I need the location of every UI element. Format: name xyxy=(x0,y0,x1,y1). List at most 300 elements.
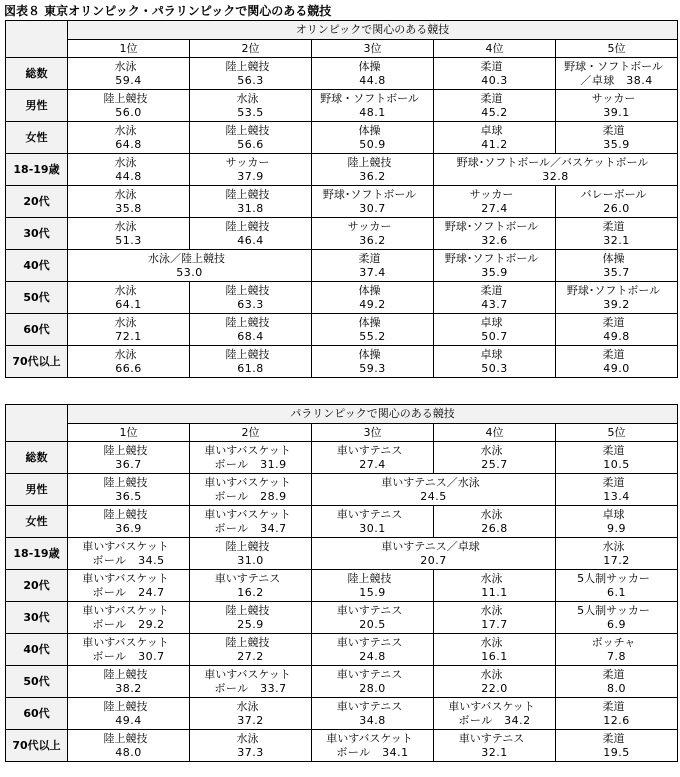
rank-header: 2位 xyxy=(190,40,312,58)
row-label: 60代 xyxy=(6,698,68,730)
table-cell xyxy=(190,666,312,698)
sport-name: 柔道 xyxy=(480,59,503,73)
table-cell xyxy=(434,346,556,378)
row-label: 男性 xyxy=(6,90,68,122)
percent-value: 35.7 xyxy=(603,265,630,279)
rank-header: 3位 xyxy=(312,40,434,58)
table-cell xyxy=(312,314,434,346)
row-label: 18-19歳 xyxy=(6,154,68,186)
percent-value: ボール 34.2 xyxy=(458,713,531,727)
table-cell xyxy=(190,58,312,90)
table-cell xyxy=(556,570,678,602)
percent-value: 38.2 xyxy=(115,681,142,695)
sport-name: 5人制サッカー xyxy=(577,603,650,617)
table-row xyxy=(6,282,678,314)
percent-value: 39.2 xyxy=(603,297,630,311)
percent-value: 36.7 xyxy=(115,457,142,471)
percent-value: 37.9 xyxy=(237,169,264,183)
sport-name: 水泳 xyxy=(114,187,137,201)
percent-value: 6.9 xyxy=(607,617,626,631)
table-row xyxy=(6,314,678,346)
percent-value: 25.9 xyxy=(237,617,264,631)
sport-name: 体操 xyxy=(358,315,381,329)
percent-value: 31.8 xyxy=(237,201,264,215)
table-cell xyxy=(68,122,190,154)
rank-header: 1位 xyxy=(68,40,190,58)
table-cell xyxy=(312,346,434,378)
table-row xyxy=(6,218,678,250)
table-cell xyxy=(556,122,678,154)
table-cell xyxy=(434,314,556,346)
table-cell xyxy=(68,282,190,314)
page-title: 図表８ 東京オリンピック・パラリンピックで関心のある競技 xyxy=(4,4,332,18)
percent-value: 56.0 xyxy=(115,105,142,119)
table-cell xyxy=(556,250,678,282)
table-row xyxy=(6,666,678,698)
sport-name: 水泳 xyxy=(236,91,259,105)
table-cell xyxy=(190,698,312,730)
table-cell xyxy=(190,474,312,506)
table-cell xyxy=(190,218,312,250)
percent-value: 50.7 xyxy=(481,329,508,343)
percent-value: 20.7 xyxy=(420,553,447,567)
sport-name: 車いすテニス／水泳 xyxy=(381,475,480,489)
sport-name: 柔道 xyxy=(602,123,625,137)
sport-name: 陸上競技 xyxy=(347,155,392,169)
percent-value: 31.0 xyxy=(237,553,264,567)
percent-value: ボール 34.1 xyxy=(336,745,409,759)
table-cell xyxy=(68,538,190,570)
table-cell xyxy=(312,90,434,122)
table-cell xyxy=(312,666,434,698)
sport-name: 車いすテニス xyxy=(336,699,403,713)
row-label: 総数 xyxy=(6,58,68,90)
percent-value: ボール 29.2 xyxy=(92,617,165,631)
percent-value: 19.5 xyxy=(603,745,630,759)
sport-name: 陸上競技 xyxy=(225,59,270,73)
sport-name: 水泳 xyxy=(114,347,137,361)
sport-name: 水泳 xyxy=(480,667,503,681)
sport-name: 体操 xyxy=(358,283,381,297)
percent-value: 61.8 xyxy=(237,361,264,375)
percent-value: 35.8 xyxy=(115,201,142,215)
percent-value: 59.3 xyxy=(359,361,386,375)
sport-name: 柔道 xyxy=(480,283,503,297)
sport-name: 陸上競技 xyxy=(225,123,270,137)
sport-name: 車いすテニス xyxy=(336,667,403,681)
table-row xyxy=(6,58,678,90)
table-row xyxy=(6,474,678,506)
table-corner xyxy=(6,405,68,442)
table-cell xyxy=(190,730,312,762)
sport-name: ボッチャ xyxy=(591,635,636,649)
table-cell xyxy=(434,442,556,474)
rank-header-row xyxy=(6,424,678,442)
sport-name: 陸上競技 xyxy=(225,283,270,297)
table-cell xyxy=(556,698,678,730)
percent-value: 11.1 xyxy=(481,585,508,599)
sport-name: 車いすテニス xyxy=(336,635,403,649)
rank-header: 4位 xyxy=(434,40,556,58)
percent-value: 68.4 xyxy=(237,329,264,343)
table-corner xyxy=(6,21,68,58)
table-cell xyxy=(68,250,312,282)
sport-name: 陸上競技 xyxy=(103,731,148,745)
sport-name: 陸上競技 xyxy=(225,187,270,201)
table-cell xyxy=(190,314,312,346)
sport-name: 車いすバスケット xyxy=(204,443,291,457)
sport-name: 体操 xyxy=(358,59,381,73)
percent-value: 30.7 xyxy=(359,201,386,215)
table-cell xyxy=(556,314,678,346)
table-cell xyxy=(434,154,678,186)
table-cell xyxy=(434,506,556,538)
row-label: 70代以上 xyxy=(6,730,68,762)
table-cell xyxy=(556,506,678,538)
percent-value: 12.6 xyxy=(603,713,630,727)
sport-name: 水泳 xyxy=(480,571,503,585)
percent-value: 27.4 xyxy=(359,457,386,471)
sport-name: 車いすバスケット xyxy=(82,539,169,553)
percent-value: 49.0 xyxy=(603,361,630,375)
sport-name: 野球･ソフトボール xyxy=(444,251,539,265)
row-label: 18-19歳 xyxy=(6,538,68,570)
table-row xyxy=(6,90,678,122)
table-cell xyxy=(434,250,556,282)
sport-name: 水泳 xyxy=(114,59,137,73)
sport-name: 5人制サッカー xyxy=(577,571,650,585)
percent-value: 15.9 xyxy=(359,585,386,599)
table-cell xyxy=(190,122,312,154)
percent-value: 8.0 xyxy=(607,681,626,695)
table-cell xyxy=(434,58,556,90)
percent-value: 9.9 xyxy=(607,521,626,535)
table-cell xyxy=(434,282,556,314)
table-cell xyxy=(68,154,190,186)
row-label: 60代 xyxy=(6,314,68,346)
table-cell xyxy=(68,58,190,90)
sport-name: 陸上競技 xyxy=(103,443,148,457)
table-cell xyxy=(556,346,678,378)
sport-name: 野球･ソフトボール xyxy=(444,219,539,233)
olympics-table xyxy=(5,20,678,378)
table-cell xyxy=(434,122,556,154)
percent-value: ボール 30.7 xyxy=(92,649,165,663)
sport-name: 柔道 xyxy=(602,731,625,745)
table-row xyxy=(6,602,678,634)
table-cell xyxy=(434,186,556,218)
percent-value: 63.3 xyxy=(237,297,264,311)
rank-header-row xyxy=(6,40,678,58)
sport-name: 車いすバスケット xyxy=(82,603,169,617)
sport-name: 陸上競技 xyxy=(103,507,148,521)
rank-header: 5位 xyxy=(556,424,678,442)
percent-value: 30.1 xyxy=(359,521,386,535)
table-cell xyxy=(68,698,190,730)
sport-name: 陸上競技 xyxy=(103,699,148,713)
percent-value: 51.3 xyxy=(115,233,142,247)
sport-name: 車いすバスケット xyxy=(204,507,291,521)
sport-name: 柔道 xyxy=(602,315,625,329)
sport-name: 陸上競技 xyxy=(103,667,148,681)
sport-name: サッカー xyxy=(225,155,270,169)
sport-name: 卓球 xyxy=(602,507,625,521)
percent-value: 48.1 xyxy=(359,105,386,119)
table-cell xyxy=(434,666,556,698)
sport-name: 野球・ソフトボール xyxy=(320,91,419,105)
percent-value: 64.8 xyxy=(115,137,142,151)
table-cell xyxy=(312,122,434,154)
table-cell xyxy=(556,634,678,666)
table-cell xyxy=(556,90,678,122)
percent-value: ボール 33.7 xyxy=(214,681,287,695)
table-cell xyxy=(190,154,312,186)
percent-value: 16.2 xyxy=(237,585,264,599)
table-cell xyxy=(556,282,678,314)
table-cell xyxy=(556,58,678,90)
table-cell xyxy=(68,474,190,506)
sport-name: 野球･ソフトボール／バスケットボール xyxy=(456,155,649,169)
table-row xyxy=(6,346,678,378)
sport-name: 柔道 xyxy=(602,347,625,361)
table-cell xyxy=(312,570,434,602)
percent-value: 20.5 xyxy=(359,617,386,631)
sport-name: 車いすテニス xyxy=(336,443,403,457)
percent-value: 27.2 xyxy=(237,649,264,663)
percent-value: 53.0 xyxy=(176,265,203,279)
sport-name: 陸上競技 xyxy=(103,475,148,489)
table-cell xyxy=(68,346,190,378)
sport-name: 卓球 xyxy=(480,347,503,361)
sport-name: 陸上競技 xyxy=(347,571,392,585)
sport-name: 陸上競技 xyxy=(225,635,270,649)
sport-name: 柔道 xyxy=(602,699,625,713)
sport-name: 柔道 xyxy=(602,667,625,681)
table-cell xyxy=(68,314,190,346)
percent-value: 36.2 xyxy=(359,169,386,183)
row-label: 男性 xyxy=(6,474,68,506)
rank-header: 4位 xyxy=(434,424,556,442)
table-cell xyxy=(556,730,678,762)
table-cell xyxy=(68,186,190,218)
sport-name: 体操 xyxy=(358,347,381,361)
sport-name: 水泳 xyxy=(114,123,137,137)
row-label: 50代 xyxy=(6,282,68,314)
percent-value: 35.9 xyxy=(603,137,630,151)
table-cell xyxy=(312,58,434,90)
sport-name: 柔道 xyxy=(602,475,625,489)
sport-name: 柔道 xyxy=(602,443,625,457)
percent-value: 36.5 xyxy=(115,489,142,503)
table-cell xyxy=(312,218,434,250)
percent-value: 28.0 xyxy=(359,681,386,695)
percent-value: 16.1 xyxy=(481,649,508,663)
percent-value: 49.2 xyxy=(359,297,386,311)
table-cell xyxy=(190,570,312,602)
sport-name: バレーボール xyxy=(580,187,647,201)
percent-value: 49.8 xyxy=(603,329,630,343)
percent-value: 34.8 xyxy=(359,713,386,727)
sport-name: 水泳 xyxy=(114,315,137,329)
table-cell xyxy=(68,602,190,634)
sport-name: 水泳 xyxy=(114,219,137,233)
rank-header: 1位 xyxy=(68,424,190,442)
table-cell xyxy=(556,218,678,250)
percent-value: 50.3 xyxy=(481,361,508,375)
row-label: 女性 xyxy=(6,122,68,154)
percent-value: 26.0 xyxy=(603,201,630,215)
percent-value: 50.9 xyxy=(359,137,386,151)
percent-value: 36.2 xyxy=(359,233,386,247)
sport-name: 車いすテニス xyxy=(336,603,403,617)
percent-value: 43.7 xyxy=(481,297,508,311)
sport-name: 車いすバスケット xyxy=(326,731,413,745)
percent-value: 37.3 xyxy=(237,745,264,759)
percent-value: 24.5 xyxy=(420,489,447,503)
sport-name: 水泳 xyxy=(480,635,503,649)
sport-name: 野球・ソフトボール xyxy=(564,59,663,73)
percent-value: ボール 34.7 xyxy=(214,521,287,535)
sport-name: サッカー xyxy=(591,91,636,105)
sport-name: サッカー xyxy=(347,219,392,233)
sport-name: 水泳 xyxy=(114,283,137,297)
row-label: 20代 xyxy=(6,186,68,218)
olympics-heading: オリンピックで関心のある競技 xyxy=(68,21,678,40)
sport-name: 野球･ソフトボール xyxy=(322,187,417,201)
percent-value: 25.7 xyxy=(481,457,508,471)
sport-name: 水泳／陸上競技 xyxy=(148,251,225,265)
sport-name: 車いすバスケット xyxy=(82,635,169,649)
percent-value: 44.8 xyxy=(115,169,142,183)
table-cell xyxy=(190,186,312,218)
table-cell xyxy=(312,250,434,282)
percent-value: 32.1 xyxy=(481,745,508,759)
table-cell xyxy=(312,474,556,506)
percent-value: 7.8 xyxy=(607,649,626,663)
table-cell xyxy=(312,634,434,666)
table-cell xyxy=(68,570,190,602)
table-cell xyxy=(190,90,312,122)
sport-name: 水泳 xyxy=(114,155,137,169)
sport-name: 陸上競技 xyxy=(225,315,270,329)
table-cell xyxy=(190,506,312,538)
percent-value: 10.5 xyxy=(603,457,630,471)
table-cell xyxy=(68,90,190,122)
percent-value: 40.3 xyxy=(481,73,508,87)
sport-name: 卓球 xyxy=(480,315,503,329)
table-cell xyxy=(556,666,678,698)
percent-value: 39.1 xyxy=(603,105,630,119)
percent-value: 32.1 xyxy=(603,233,630,247)
sport-name: 車いすテニス xyxy=(458,731,525,745)
sport-name: 水泳 xyxy=(236,731,259,745)
table-row xyxy=(6,122,678,154)
table-row xyxy=(6,730,678,762)
percent-value: 72.1 xyxy=(115,329,142,343)
table-row xyxy=(6,698,678,730)
table-cell xyxy=(312,282,434,314)
percent-value: ボール 34.5 xyxy=(92,553,165,567)
table-cell xyxy=(312,602,434,634)
percent-value: 22.0 xyxy=(481,681,508,695)
percent-value: 56.3 xyxy=(237,73,264,87)
sport-name: 体操 xyxy=(358,123,381,137)
table-cell xyxy=(190,282,312,314)
paralympics-heading: パラリンピックで関心のある競技 xyxy=(68,405,678,424)
percent-value: 49.4 xyxy=(115,713,142,727)
table-row xyxy=(6,538,678,570)
table-cell xyxy=(190,538,312,570)
table-cell xyxy=(434,218,556,250)
percent-value: 32.6 xyxy=(481,233,508,247)
table-cell xyxy=(68,506,190,538)
paralympics-table xyxy=(5,404,678,762)
sport-name: 柔道 xyxy=(358,251,381,265)
rank-header: 3位 xyxy=(312,424,434,442)
row-label: 30代 xyxy=(6,602,68,634)
table-cell xyxy=(312,730,434,762)
table-cell xyxy=(312,442,434,474)
percent-value: 17.7 xyxy=(481,617,508,631)
sport-name: 車いすテニス xyxy=(336,507,403,521)
table-cell xyxy=(556,474,678,506)
sport-name: 水泳 xyxy=(236,699,259,713)
table-cell xyxy=(434,90,556,122)
table-cell xyxy=(68,218,190,250)
table-row xyxy=(6,250,678,282)
rank-header: 2位 xyxy=(190,424,312,442)
sport-name: 水泳 xyxy=(480,507,503,521)
row-label: 50代 xyxy=(6,666,68,698)
percent-value: 45.2 xyxy=(481,105,508,119)
sport-name: 水泳 xyxy=(480,603,503,617)
sport-name: 水泳 xyxy=(602,539,625,553)
sport-name: サッカー xyxy=(469,187,514,201)
row-label: 20代 xyxy=(6,570,68,602)
percent-value: 27.4 xyxy=(481,201,508,215)
row-label: 40代 xyxy=(6,250,68,282)
table-row xyxy=(6,154,678,186)
sport-name: 卓球 xyxy=(480,123,503,137)
table-row xyxy=(6,506,678,538)
sport-name: 車いすバスケット xyxy=(82,571,169,585)
percent-value: 53.5 xyxy=(237,105,264,119)
table-cell xyxy=(190,602,312,634)
percent-value: 55.2 xyxy=(359,329,386,343)
row-label: 40代 xyxy=(6,634,68,666)
percent-value: 37.2 xyxy=(237,713,264,727)
percent-value: 35.9 xyxy=(481,265,508,279)
table-cell xyxy=(434,730,556,762)
table-row xyxy=(6,442,678,474)
table-row xyxy=(6,570,678,602)
sport-name: 陸上競技 xyxy=(225,219,270,233)
percent-value: 56.6 xyxy=(237,137,264,151)
percent-value: ／卓球 38.4 xyxy=(580,73,653,87)
sport-name: 柔道 xyxy=(602,219,625,233)
table-cell xyxy=(312,698,434,730)
sport-name: 車いすバスケット xyxy=(204,667,291,681)
table-cell xyxy=(556,442,678,474)
sport-name: 陸上競技 xyxy=(225,539,270,553)
sport-name: 野球･ソフトボール xyxy=(566,283,661,297)
percent-value: 26.8 xyxy=(481,521,508,535)
sport-name: 水泳 xyxy=(480,443,503,457)
percent-value: 48.0 xyxy=(115,745,142,759)
sport-name: 車いすテニス／卓球 xyxy=(381,539,480,553)
sport-name: 車いすテニス xyxy=(214,571,281,585)
row-label: 女性 xyxy=(6,506,68,538)
